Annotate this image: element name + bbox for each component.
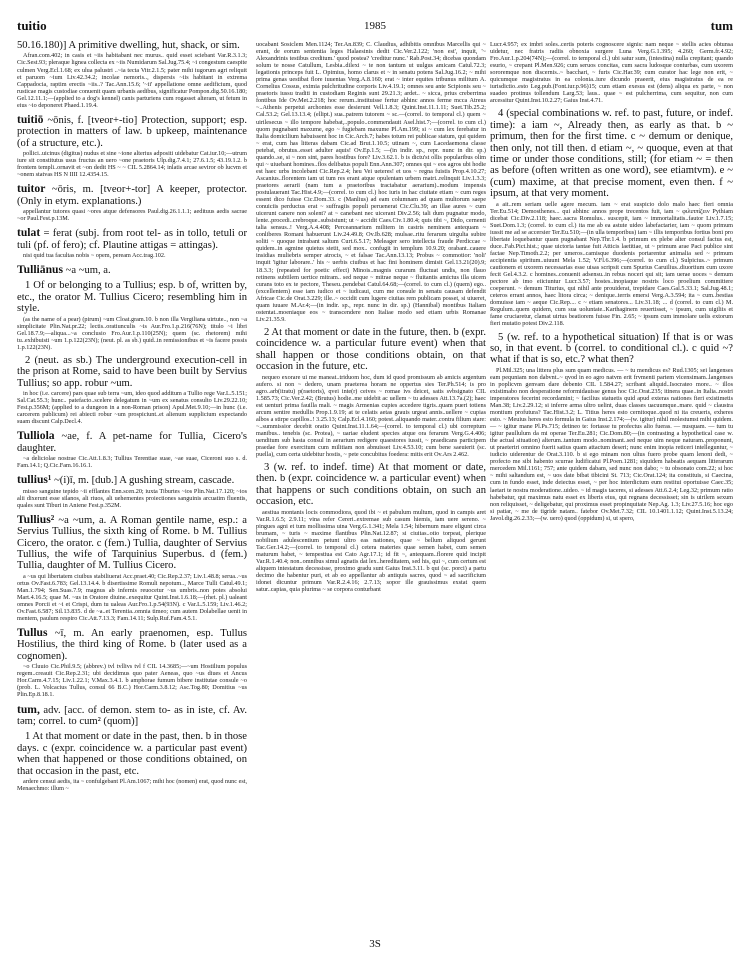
lemma: Tullus [17, 626, 48, 640]
etymology-definition: ~ōris, m. [tveor+-tor] A keeper, protector. (Only in etym. explanations.) [17, 184, 247, 207]
citations: a ait..rem seriam uelle agere mecum. iam ~ erat suspicio dolo malo haec fieri omnia Ter.Eu.514; Demosthenes... qui abhinc annos prope trecentos fuit, iam ~ φιλιππίζειν Pythiam dicebat Cic.Div.2.118; haec..sacra Romulus.. suscepit, iam ~ immortalitatis..fautor Liv.1.7.15; Suet.Dom.1.3; (correl. to cum cl.) ita me ab ea astute uideo labefactarier, iam ~ quom primum iussit me ad se accersier Ter.Eu.510;—(in ulla temporibus) iam ~ illis temporibus fortius boni pro libertate loquebantur quam pugnabant Nep.Thr.1.4. b primum ex plebe alter consul factus est, duce..Fab.Pict.hist.; quae uictoria tantae fuit Atticis laetitiae, ut ~ primum arae Paci publice sint factae Nep.Timoth.2.2; per umeros..camisque duodenis portarentur animalia sed ~ primum accipientia spiritum..uiuunt Mela 1.52; V.Fl.6.396;—(correl. to cum cl.) Sulpicius..~ primum cautionem et uxorem necessarias esse uisas scripsit cum Spurius Caruilius..diuortium cum uxore fecit Gel.4.3.2. c homines..conuenit adsensu..in rebus noceri qui sit; iam uerae uoces ~ demum pectore ab imo eiiciuntur Lucr.3.57; hostes..inopiaque nostris loco proelium committere coeperunt. ~ demum Titurius, qui nihil ante prouiderat, trepidare Caes.Gal.5.33.1; Sal.Jug.48.1; ceteros errant annos, haec litora circa; ~ denique..terris emersi Verg.A.3.594; ita ~ cum..bestias domuisse iam ~ aeque Cic.Rep.... c ~ etiam senatores... Liv.31.18; ... d (correl. to cum cl.) M. Regulum..quem quidem, cum sua uoluntate..Karthaginem reuertisset, ~ ipsum, cum uigiliis et fame cruciaretur, clamat uirtus beatiorem fuisse Fin. 2.65; ~ ipsum cum immolare uelis extorum fieri mutatio potest Div.2.118. [490, 200, 733, 328]
citations: appellantur tutores quasi ~ores atque defensores Paul.dig.26.1.1.1; aedituus aedis sacrae ~or Paul.Fest.p.13M. [17, 208, 247, 223]
definition: 50.16.180)] A primitive dwelling, hut, shack, or sim. [17, 40, 240, 51]
entry-tulliola [17, 430, 247, 469]
sense-3: 3 (w. ref. to indef. time) At that moment or date, then. b (expr. coincidence w. a particular event) when that happens or such conditions obtain, on such an occasion, etc. [256, 462, 486, 508]
entry-tum [17, 704, 247, 793]
sense-1: 1 At that moment or date in the past, then. b in those days. c (expr. coincidence w. a particular past event) when that happened or those conditions obtained, on that occasion in the past, etc. [17, 731, 247, 777]
citations: (as the name of a pear) (pirum) ~um Cloat.gram.10. b non illa Vergiliana uirtute.., non ~a simplicitate Plin.Nat.pr.22; lectis..oratiunculis ~is Aur.Fro.1.p.216(76N); titulo ~i libri Gel.18.7.9;—aliqua...~a conclusio Fro.Aur.1.p.110(25N); quem (sc. rhetorem) mihi tu..exhibuisti ~um 1.p.122(23N); (neut. pl. as sb.) quid..in remissionibus et ~is facere possis 1.p.122(23N). [17, 315, 247, 351]
inflection: ~a ~um, a. [65, 264, 111, 276]
entry-tulat [17, 227, 247, 259]
citations: Afran.com.402; in casis et ~iis habitabant nec murus.. quid esset sciebant Var.R.3.1.3; Cic.Sest.93; pleraque lignea collecta ex ~iis Numidarum Sal.Jug.75.4; ~i congestum caespite culmen Verg.Ecl.1.68; ex ulua palustri ..~ia tecta Vitr.2.1.5; pater mihi iugorum agri reliquit et paruom ~ium Liv.42.34.2; incolae nemoris.., dispersis ~iis habitant in extrema Cappadocia, raptim erectis ~iis..? Tac.Ann.15.6; '~ii' appellatione omne aedificium, quod rusticae magis custodiae conuenit quam urbanis aedibus, significatur Pompon.dig.50.16.180; Gel.12.11.1;—(applied to a dog's kennel) canis parturiens cum rogasset alteram, ut fetum in eius ~io deponeret Phaed.1.19.4. [17, 52, 247, 109]
entry-head [17, 474, 247, 486]
entry-tuitio [17, 114, 247, 178]
sense-2: 2 (neut. as sb.) The underground execution-cell in the prison at Rome, said to have been built by Servius Tullius; so app. robur ~um. [17, 354, 247, 389]
definition: ~ae, f. A pet-name for Tullia, Cicero's daughter. [17, 431, 247, 454]
citations-continued: Lucr.4.957; ex imbri soles..certis poteris cognoscere signis: nam neque ~ stellis acies obtunsa uidetur, nec fratris radiis obnoxia surgere Luna Verg.G.1.395; 4.260; Germ.fr.4.92; Fro.Aur.1.p.204(74N);—(correl. to temporal cl.) ubi satur sum, (intestina) nulla crepitant; quando esurio, ~ crepant Pl.Men.926; cum seruos concitas, cum sacra ludosque conturbas, cum uxorem sororemque non discernis..~ bacchari, ~ furis Cic.Har.39; cum curator hac lege non erit, ~ quicumque magistratus in ea colonia..iure dicundo praeerit, eius magistratus de ea re iurisdictio..esto Leg.pub.(Font.iur.p.96)15; cum etiam exesus est (dens) aliqua ex parte, ~ non suadeo protinus tollendum Larg.53; laus.. quae ~ est pulcherrima, cum sequitur, non cum arcessitur Quint.Inst.10.2.27; Gaius Inst.4.71. [490, 41, 733, 105]
entry-tullus [17, 627, 247, 698]
definition: ~(i)ī, m. [dub.] A gushing stream, cascade. [54, 475, 235, 487]
citations: a ~us qui libertatem ciuibus stabiliuerat Acc.praet.40; Cic.Rep.2.37; Liv.1.48.8; seruа..~us ortus Ov.Fast.6.783; Gel.13.14.4. b disertissime Romuli nepotum.., Marce Tulli Catul.49.1; Man.1.794; Sen.Suas.7.9; magnus ab infernis reuocetur ~us umbris..non potes absolui Mart.4.16.5; quae M. ~us in Oratore diuine..exequitur Quint.Inst.1.6.18;—(rhet. pl.) ualeant omnes Porcii et ~i et Crispi, dum tu ualeas Aur.Fro.1.p.54(93N). c Var.L.5.159; Liv.1.46.2; Ov.Fast.6.587; Sil.13.835. d de ~a..et Terentia..omnia timeo; cum autem Dolabellae uenit in mentem, paulum respiro Cic.Att.7.13.3; Fam.14.11; Sulp.Ruf.Fam.4.5.1. [17, 572, 247, 623]
citations: nisi quid tua facultas nobis ~ opem, peream Acc.trag.102. [23, 251, 166, 259]
sense-2: 2 At that moment or date in the future, then. b (expr. coincidence w. a particular future event) when that shall happen or those conditions obtain, on that occasion in the future, etc. [256, 326, 486, 373]
etymology: adv. [acc. of demon. stem to- as in iste, cf. Av. tәm; correl. to cum² (quom)] [17, 704, 247, 727]
page-header [17, 18, 733, 34]
entry-head [17, 264, 247, 276]
sense-1: 1 Of or belonging to a Tullius; esp. b of, written by, etc., the orator M. Tullius Cicero; resembling him in style. [17, 280, 247, 315]
citations: Pl.Mil.325; una littera plus sum quam medicus. — ~ tu mendicus es? Rud.1305; sei langenses eam pequniam non dabvnt..~ qvod in eo agro natvm erit frvmenti partem vicensimam..langenses in poplicvm genvam dare debento CIL 1.584.27; scribant aliquid..Isocrateo more.. ~ illos existimabo non desperatione reformidauisse genus hoc Cic.Orat.235; itinera quae..in Italia..nostri imperatores fecerint recordamini; ~ facilius statuetis quid apud exteras nationes fieri existimetis Man.38; Liv.2.29.12; si inferre arma ultro uelint, duas classes uacuumque..mare. quid ~ claustra montium profutura? Tac.Hist.3.2; L. Titius heres esto cernitoque..quod ni ita creueris, exheres esto. ~ Meuius heres esto formula in Gaius Inst.2.174;—(w. igitur) nihil molestumst mihi quidem. — ~ igitur mane Pl.Ps.715; detineo te: fortasse tu profectus alio fueras. — nusquam. — tum tu igitur paullulum da mi operae Ter.Eu.281; Cic.Dom.80;—(in contrasting a hypothetical case w. the actual situation) alterum..tantum modo..nominant..sed neque uim neque naturam..proponunt, ut praeteriri omnino fuerit satius quam attactum deseri; nunc enim inopia reticeri intelleguntur, ~ iudicio uiderentur de Orat.3.110. b si ego minam non ultus fuero probe quam lenoni dedi, ~ profecto me sibi habento scurrae ludificatui Pl.Poen.1281; siquidem habeatis aequam litterarum mercedem Mil.1161; 757; ante quidem dabam, sed nunc non dabo; ~ tu obsonato com.22; si hoc ~ mihi saltandum est, ~ uos date bibat tibicini St. 713; Cic.Orat.124; ita constituis, si Caecina, cum in fundo esset, inde deiectus esset, ~ per hoc interdictum eum restitui oportuisse Caec.35; laetari te nostra moderatione..uideo. ~ id magis taceres, si adesses Att.6.2.4; Leg.32; primum ratio habebatur, qui maximus natu esset ex liberis eius, qui regnans decessisset; sin is uirilem sexum non reliquisset, ~ deligebatur, qui proximus esset propinquitate Nep.Ag. 1.3; Liv.27.5.16; hoc ego si patiar, ~ me de tigride natam.. fatebor Ov.Met.7.32; CIL 10.1401.1.12; Quint.Inst.5.13.24; Javol.dig.26.2.33;—(w. uero) quod (oppidum) si, ut spero, [490, 366, 733, 522]
citations: ~o Cluuio Cic.Phil.9.5; (abbrev.) tvl tvllivs tvl f CIL 14.3685;—~um Hostilium populus regem..creauit Cic.Rep.2.31; ubi decidimus quo pater Aeneas, quo ~us diues et Ancus Hor.Carm.4.7.15; Liv.1.22.1; V.Max.3.4.1. b amphorae fumum bibere institutae consule ~o (prob. L. Volcacius Tullus, consul 66 B.C.) Hor.Carm.3.8.12; Asc.Tog.80; Domitius ~us Plin.Ep.8.18.1. [17, 663, 247, 699]
lemma: Tulliānus [17, 262, 63, 276]
entry-head [17, 514, 247, 572]
page-number: 1985 [364, 20, 386, 32]
entry-head [17, 430, 247, 454]
lemma: tuitor [17, 182, 46, 196]
lemma: Tulliola [17, 429, 55, 443]
citations: pollici..uicinus (digitus) nudus et sine ~ione alterius adpositi uidebatur Cat.iur.10;—utrum iure sit constitutus usus fructus an uero ~one praetoris Ulp.dig.7.4.1; 27.6.1.5; 43.19.1.2. b frontem templi..ornavit et ~on dedit HS ~ ~ CIL 5.2864.14; inlatis arcae seviror ob lucvm et ~onem statvas HS N IIII 12.4354.15. [17, 150, 247, 179]
entry-tullius-1 [17, 474, 247, 509]
citations: ~a deliciolae nostrae Cic.Att.1.8.3; Tullius Terentiae suae, ~ae suae, Ciceroni suo s. d. Fam.14.1; Q.Cic.Fam.16.16.1. [17, 455, 247, 470]
entry-head [17, 114, 247, 149]
definition: ~ī, m. An early praenomen, esp. Tullus Hostilius, the third king of Rome. b (later used as a cognomen). [17, 628, 247, 662]
citations: aestiua montanis locis commodiora, quod ibi ~ et pabulum multum, quod in campis aret Var.R.1.6.5; 2.9.11; vina refer Cereri..extremae sub casum hiemis, iam uere sereno. ~ pingues agni et tum mollissima uina Verg.G.1.341; Mela 1.54; hibernum mare eligunt circa brumam, ~ turis ~ maxime flantibus Plin.Nat.12.87; si ciuitas..otio torpeat, plerique nobilium adulescentium petunt ultro eas nationes, quae ~ bellum aliquod gerunt Tac.Ger.14.2;—(correl. to temporal cl.) cetera materies quae semen habet, cum semen maturum habet, ~ tempestiua est Cato Agr.17.1; id fit ~, antequam..florere quid incipit Var.R.1.40.4; non..omnibus simul agnatis dat lex..hereditatem, sed his, qui ~, cum certum est aliquem intestatum decessisse, proximo gradu sunt Gaius Inst.3.11. b qui (sc. porci) a partu decimo die habentur puri, et ab eo appellantur ab antiquis sacres, quod ~ ad sacrificium idonei dicuntur primum Var.R.2.4.16; 2.7.13; sopor ille grauissimus exstat quem satur..capias, quia plurima ~ se corpora conturbant [256, 508, 486, 594]
left-running-headword: tuitio [17, 18, 47, 33]
right-running-headword: tum [710, 18, 733, 33]
lemma: tum, [17, 702, 40, 716]
citations: ardere censui aedis, ita ~ confulgebant Pl.Am.1067; mihi hoc (nomen) erat, quod nunc est, Menaechmo: illum ~ [17, 777, 247, 793]
citations: in hoc (i.e. carcere) pars quae sub terra ~um, ideo quod additum a Tullio rege Var.L.5.151; Sal.Cat.55.3; hunc.. patefacto..scelere delegatum in ~um ex senatus consulto Liv.29.22.10; Fest.p.356M; (applied to a dungeon in a non-Roman prison) Apul.Met.9.10;—in hunc (i.e. carcerem publicum) rei abiecti robur ~um prospiciunt..et alienum supplicium expectando suam discunt Calp.Decl.4. [17, 390, 247, 426]
citations-continued: uocabant Sosiclem Men.1124; Ter.An.839; C. Claudius, adhibitis omnibus Marcellis qui ~ erant, de eorum sententia leges Halaesinis dedit Cic.Ver.2.122; 'non est', inquit, '~ Alexandrinis testibus creditum.' quod postea? 'creditur nunc.' Rab.Post.34; dicebas quondam solum te nosse Catullum, Lesbia..dilexi ~ te non tantum ut uulgus amicam Catul.72.3; legationis princeps fuit L. Opimius, homo clarus et ~ in senatu potens Sal.Jug.16.2; ~ mihi prima genas uestibat flore iuuentas Verg.A.8.160; erat ~ inter equites tribunus militum A. Cornelius Cossus, eximia pulchritudine corporis Liv.4.19.1; omnes seu ante Scipionis seu ~ praetoris iussu traditi in custodiam Reginis sunt 29.21.3; ardet.. ~ sicca, prius creberrima fontibus Ide Ov.Met.2.218; hoc rerum..instituisse fertur abhinc annos ferme mcca Atreus ~..Athenis perpetui archontes esse desierunt Vell.1.8.3; Quint.Inst.11.1.11; Suet.Tib.25.2; Cal.53.2; Gel.13.13.4; (ellipt.) sua..patrem tutorem ~ sc.—(correl. to temporal cl.) quem ~ uirilesecus ~ illo tempore habebat,..populo..commendauit Asel.hist.7;—(correl. to cum cl.) quom pugnabant maxume, ego ~ fugiebam maxume Pl.Am.199; si ~ cum lex ferebatur in Italia domicilium habuissent hoc in Cic.Arch.7; habes totum rei publicae statum, qui quidem ~ erat, cum has litteras dabam Cic.ad Brut.1.10.5; utinam ~, cum Lacedaemona classe petebat, obrutus..esset adulter aquis! Ov.Ep.1.5; —(in indir. sp., repr. nunc in dir. sp.) quando..se, si ~ non sint, pares hostibus fore? Liv.3.62.1. b is dictu'st ollis popularibus olim qui ~ uiuebant homines..flos delibatus populi Enn.Ann.307; omnes qui ~ eos agros ubi hodie est haec urbs incolebant Cic.Rep.2.4; heu Vei ueteres! et uos ~ regna fuistis Prop.4.10.27; Ascanius..florentem iam ut tum res erant atque opulentam urbem matri..relinquit Liv.1.3.3; praetores aerarii (nam tum a praetoribus tractabatur aerarium)..modum impensis postulauerant Tac.Hist.4.9;—(correl. to cum cl.) hoc iuris in hac ciuitate etiam ~ cum reges essent dico fuisse Cic.Dom.33. c (Manlius) ad eam columnam ad quam multorum saepe conuiciis perductus erat ~ suffragiis populi peruenerat Cic.Clu.39; an illae aures ~ cum uicerunt canere non solent? at ~ canebant nec uicerant Div.2.56; tali dum pugnatur modo, lente..procedi..crebroque..subsistunt; ut ~ accidit Caes.Civ.1.80.4; quis tibi ~, Dido, cernenti talia sensus..! Verg.A.4.408; Perceannarium militem in castris neminem antequam ~ conliberes Romani habuerunt Liv.24.49.8; Ov.Ib.628; mulsae..ritu ferarum uirgulta subire soliti ~ quoque intrabant saltum Curt.6.5.17; Meleager sero intellecta fraude Perdiccae ~ quidem..in agmine quietus stetit, sed mox.. confugit in templum 10.9.20; orabant..cauere insidias muliebris semper atrocis, ~ et falsae Tac.Ann.13.13; Probus ~ commotior: 'noli' inquit 'igitur laborare..' his ~ uerbis ciuibus et hac fini hominem dimisit Gel.13.21(20).9; 18.3.3; (repeated for poetic effect) Minois..magnis curarum fluctuat undis, non flauo retinens subtilem uertice mitram.. sed neque ~ mitrae neque ~ fluitantis amictus illa uicem curans toto ex te pectore, Theseu..pendebat Catul.64.68;—(correl. to cum cl.) (quem) ego..(excellentem) esse iam iudico et ~ iudicaui, cum me consule in senatu causam defendit Africae Cic.de Orat.3.229; ille..~ occidit cum lugere ciuitas rem publicam posset, si uiueret, quam iuuare M.Ar.4;—(in indir. sp., repr. nunc in dir. sp.) (Hannibal) montibus Italiam ostentat..moeniaque eos ~ transcendere non Italiae modo sed etiam urbis Romanae Liv.21.35.9. [256, 41, 486, 323]
column-right [490, 40, 733, 522]
etymology-definition: ~ōnis, f. [tveor+-tio] Protection, support; esp. protection in matters of law. b upkeep, maintenance (of a structure, etc.). [17, 114, 247, 149]
citations: nequeo exorare ui me maneat..triduom hoc, dum id quod promissum ab amicis argentum aufero. si non ~ dedero, unam praeterea horam ne oppertus sies Ter.Ph.514; is pro agro..arb(itratu) p(raetoris), qvei inte(r) ceives ~ romae ivs deicet, satis svbsignato CIL 1.585.73; Cic.Ver.2.42; (Brutus) hodie..me uidebit ac uellem ~ tu adesses Att.13.7a.(2); haec est uenturi prima fauilla mali. ~ magis Armenias cupies accedere tigris..quam pueri totiens arcum sentire medullis Prop.1.9.19; at te celatis aetas grauis urgeat annis..uellere ~ cupias albos a stirpe capillos..! 3.25.13; Calp.Ecl.4.160; potest..aliquando mater..contra filium stare: ~..summissior decebit oratio Quint.Inst.11.1.64;—(correl. to temporal cl.) ubi correptum manibus.. tenebis (sc. Protea), ~ uariae eludent species atque ora ferarum Verg.G.4.406; uenditum sub hasta consul in aerarium redigere quaestores iussit, ~ praedicans participem praedae fore exercitum cum militiam non abnuisset Liv.4.53.10; cum bene saeuierit (sc. puella), cum certa uidebitur hostis, ~ pete concubitus foedera: mitis erit Ov.Ars 2.462. [256, 373, 486, 459]
lemma: tuitiō [17, 112, 44, 126]
entry-head [17, 627, 247, 662]
definition: ~a ~um, a. A Roman gentile name, esp.: a Servius Tullius, the sixth king of Rome. b M. Tullius Cicero, the orator. c (fem.) Tullia, daughter of Servius Tullius, the wife of Tarquinius Superbus. d (fem.) Tullia, daughter of M. Tullius Cicero. [17, 514, 247, 572]
citations: misso sanguine tepido ~ii efflantes Enn.scen.20; iuxta Tiburtes ~ios Plin.Nat.17.120; ~ios alii dixerunt esse silanos, ali riuos, ali uehementes proiectiones sanguinis arcuatim fluentis, quales sunt Tiburi in Aniene Fest.p.352M. [17, 487, 247, 509]
entry-tugurium-continued [17, 40, 247, 109]
entry-head [17, 183, 247, 207]
lemma: tullius¹ [17, 473, 52, 487]
sense-4: 4 (special combinations w. ref. to past, future, or indef. time): a iam ~, Already then, as early as that. b ~ primum, then for the first time. c ~ demum or denique, then only, not till then. d etiam ~, ~ quoque, even at that time or under those conditions, still; (for etiam ~ = then as before (often written as one word), see etiamtvm). e ~ (cum) maxime, at that precise moment, even then. f ~ ipsum, at that very moment. [490, 108, 733, 200]
entry-head [17, 704, 247, 728]
etymology-definition: = ferat (subj. from root tel- as in tollo, tetuli or tuli (pf. of fero); cf. Plautine attigas = attingas). [17, 228, 247, 251]
signature-mark: 3S [369, 938, 381, 950]
entry-tullianus [17, 264, 247, 425]
entry-tullius-2 [17, 514, 247, 622]
entry-tuitor [17, 183, 247, 222]
lemma: tulat [17, 226, 41, 240]
lemma: Tullius² [17, 512, 55, 526]
sense-5: 5 (w. ref. to a hypothetical situation) If that is or was so, in that event. b (correl. to conditional cl.). c quid ~? what if that is so, etc.? what then? [490, 331, 733, 366]
column-left [17, 40, 247, 797]
entry-head [17, 227, 247, 251]
column-middle [256, 40, 486, 593]
